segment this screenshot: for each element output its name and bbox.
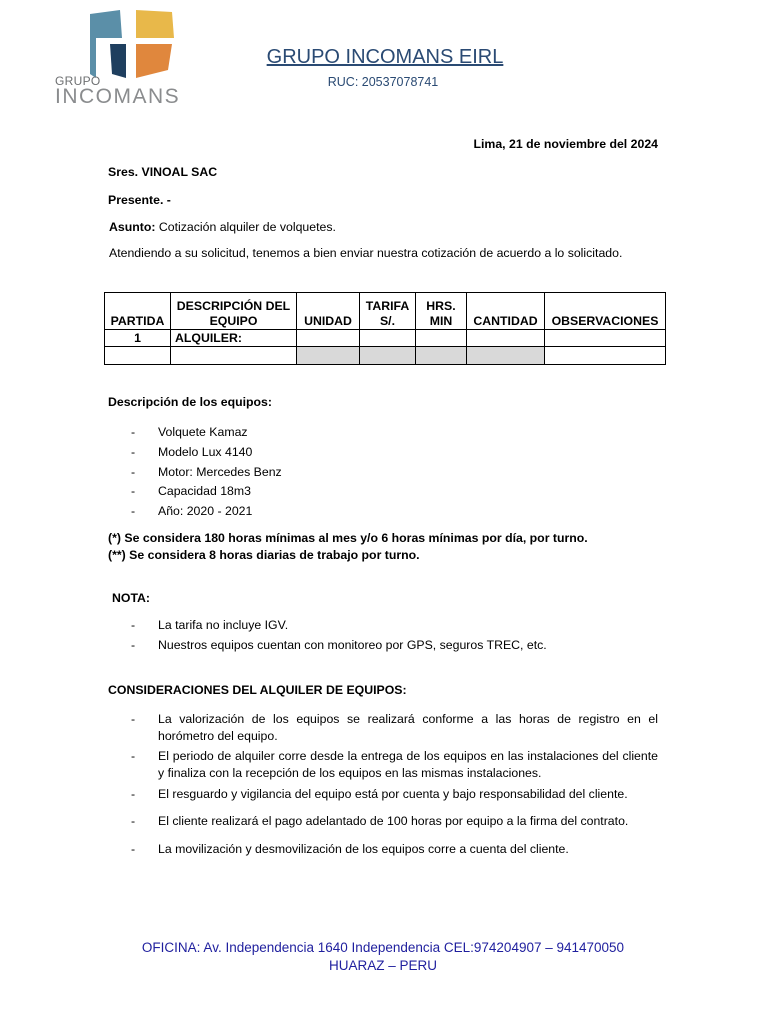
col-header-tarifa: TARIFA S/.	[360, 293, 416, 330]
nota-item: La tarifa no incluye IGV.	[158, 618, 289, 632]
col-header-observaciones: OBSERVACIONES	[545, 293, 666, 330]
equipment-note-2: (**) Se considera 8 horas diarias de trabajo por turno.	[108, 548, 420, 562]
intro-paragraph: Atendiendo a su solicitud, tenemos a bien enviar nuestra cotización de acuerdo a lo solicitado.	[109, 246, 623, 260]
col-header-unidad: UNIDAD	[297, 293, 360, 330]
cell-hrs-min	[416, 330, 467, 347]
company-ruc: RUC: 20537078741	[327, 75, 439, 89]
greeting: Presente. -	[108, 193, 171, 207]
nota-item: Nuestros equipos cuentan con monitoreo por GPS, seguros TREC, etc.	[158, 638, 547, 652]
list-marker: -	[131, 445, 136, 459]
list-marker: -	[131, 842, 136, 856]
consideration-item: La movilización y desmovilización de los equipos corre a cuenta del cliente.	[158, 842, 569, 856]
list-marker: -	[131, 749, 136, 763]
list-marker: -	[131, 618, 136, 632]
footer-city: HUARAZ – PERU	[328, 958, 438, 973]
cell-cantidad	[467, 330, 545, 347]
consideration-item: El cliente realizará el pago adelantado de 100 horas por equipo a la firma del contrato.	[158, 814, 629, 828]
table-row	[105, 347, 666, 365]
cell-shaded	[416, 347, 467, 365]
cell-empty	[105, 347, 171, 365]
quote-table	[104, 292, 666, 365]
company-name: GRUPO INCOMANS EIRL	[266, 46, 504, 68]
list-marker: -	[131, 712, 136, 726]
list-marker: -	[131, 465, 136, 479]
cell-tarifa	[360, 330, 416, 347]
table-row	[105, 330, 666, 347]
list-marker: -	[131, 484, 136, 498]
considerations-title: CONSIDERACIONES DEL ALQUILER DE EQUIPOS:	[108, 683, 407, 697]
equipment-item: Volquete Kamaz	[158, 425, 248, 439]
list-marker: -	[131, 504, 136, 518]
logo-text-grupo: GRUPO	[55, 74, 101, 88]
cell-shaded	[297, 347, 360, 365]
col-header-descripcion: DESCRIPCIÓN DEL EQUIPO	[171, 293, 297, 330]
cell-empty	[171, 347, 297, 365]
equipment-title: Descripción de los equipos:	[108, 395, 272, 409]
logo-text-incomans: INCOMANS	[55, 85, 181, 108]
subject-label: Asunto:	[109, 220, 156, 234]
nota-title: NOTA:	[112, 591, 151, 605]
cell-descripcion: ALQUILER:	[171, 330, 297, 347]
cell-unidad	[297, 330, 360, 347]
consideration-item: El resguardo y vigilancia del equipo está por cuenta y bajo responsabilidad del cliente.	[158, 787, 628, 801]
col-header-cantidad: CANTIDAD	[467, 293, 545, 330]
equipment-item: Año: 2020 - 2021	[158, 504, 253, 518]
addressee: Sres. VINOAL SAC	[108, 165, 218, 179]
list-marker: -	[131, 814, 136, 828]
cell-shaded	[467, 347, 545, 365]
list-marker: -	[131, 425, 136, 439]
equipment-item: Capacidad 18m3	[158, 484, 251, 498]
equipment-note-1: (*) Se considera 180 horas mínimas al mes y/o 6 horas mínimas por día, por turno.	[108, 531, 588, 545]
footer-office: OFICINA: Av. Independencia 1640 Independencia CEL:974204907 – 941470050	[141, 940, 625, 955]
consideration-item: La valorización de los equipos se realizará conforme a las horas de registro en el horómetro del equipo.	[158, 712, 658, 743]
list-marker: -	[131, 787, 136, 801]
cell-observaciones	[545, 330, 666, 347]
col-header-hrs-min: HRS. MIN	[416, 293, 467, 330]
logo-yellow-block	[136, 10, 174, 38]
list-marker: -	[131, 638, 136, 652]
subject-text: Cotización alquiler de volquetes.	[155, 220, 336, 234]
equipment-item: Motor: Mercedes Benz	[158, 465, 282, 479]
cell-empty	[545, 347, 666, 365]
table-header-row	[105, 293, 666, 330]
equipment-item: Modelo Lux 4140	[158, 445, 253, 459]
letter-date: Lima, 21 de noviembre del 2024	[473, 137, 658, 151]
cell-shaded	[360, 347, 416, 365]
consideration-item: El periodo de alquiler corre desde la entrega de los equipos en las instalaciones del cliente y finaliza con la recepción de los equipos en las mismas instalaciones.	[158, 749, 658, 780]
subject-line	[109, 220, 336, 235]
col-header-partida: PARTIDA	[105, 293, 171, 330]
cell-partida: 1	[105, 330, 171, 347]
